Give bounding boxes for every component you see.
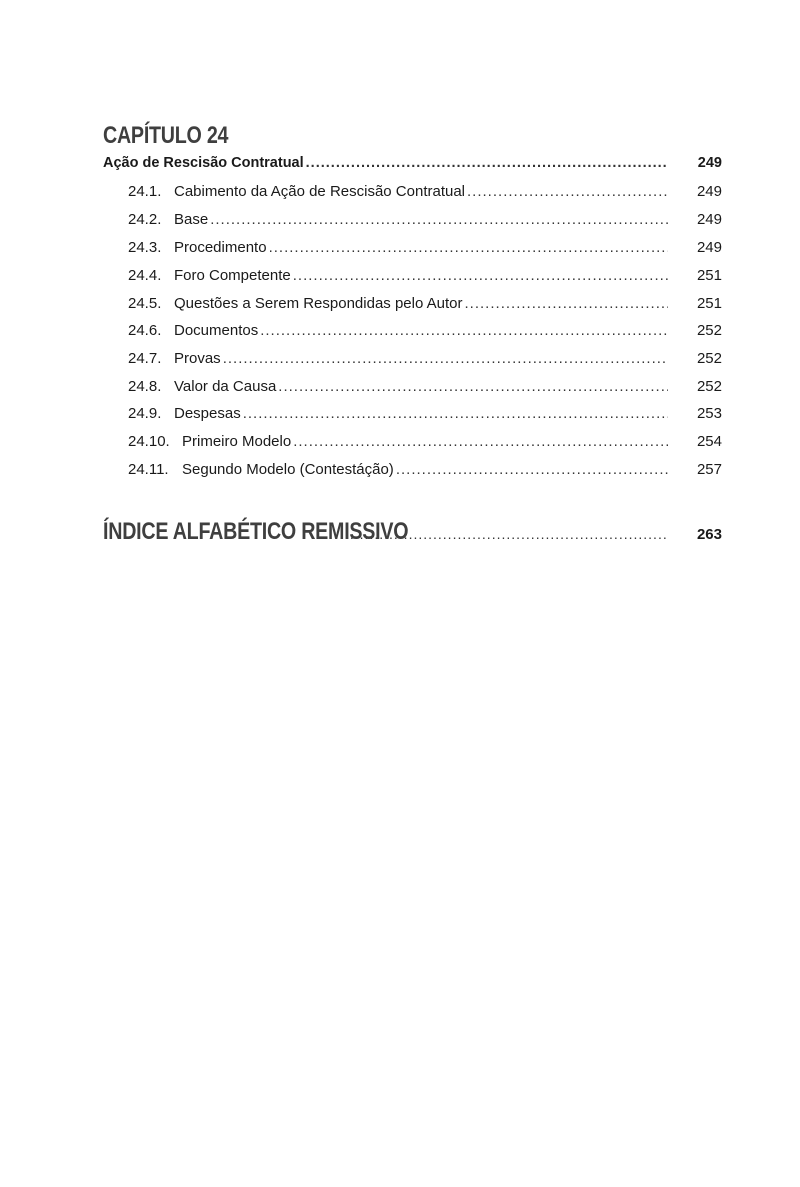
toc-entry[interactable] <box>128 378 722 398</box>
toc-entry-number: 24.4. <box>128 267 162 284</box>
toc-entry-page: 252 <box>696 350 722 367</box>
toc-entry-number: 24.7. <box>128 350 162 367</box>
toc-entry-page: 251 <box>696 295 722 312</box>
toc-entry[interactable] <box>128 350 722 370</box>
toc-entry-title: Questões a Serem Respondidas pelo Autor <box>174 295 463 312</box>
toc-entry[interactable] <box>128 267 722 287</box>
dot-leader <box>396 461 668 478</box>
dot-leader <box>278 378 668 395</box>
toc-entry-number: 24.10. <box>128 433 170 450</box>
toc-entry-page: 249 <box>696 211 722 228</box>
toc-main-entry[interactable] <box>103 155 722 175</box>
toc-entry-page: 251 <box>696 267 722 284</box>
index-title: ÍNDICE ALFABÉTICO REMISSIVO <box>103 518 409 545</box>
toc-entry-page: 252 <box>696 378 722 395</box>
toc-entry-title: Despesas <box>174 405 241 422</box>
dot-leader <box>293 433 668 450</box>
dot-leader <box>269 239 668 256</box>
dot-leader <box>243 405 668 422</box>
toc-entry-number: 24.6. <box>128 322 162 339</box>
toc-entry-page: 257 <box>696 461 722 478</box>
chapter-heading: CAPÍTULO 24 <box>103 122 229 149</box>
toc-entry[interactable] <box>128 211 722 231</box>
toc-entry[interactable] <box>128 322 722 342</box>
toc-entry-title: Primeiro Modelo <box>182 433 292 450</box>
index-entry[interactable] <box>103 518 722 548</box>
toc-entry[interactable] <box>128 405 722 425</box>
toc-entry-number: 24.3. <box>128 239 162 256</box>
dot-leader <box>465 295 668 312</box>
toc-entry-number: 24.5. <box>128 295 162 312</box>
toc-entry-title: Foro Competente <box>174 267 291 284</box>
toc-entry-title: Provas <box>174 350 221 367</box>
dot-leader <box>223 350 668 367</box>
toc-entry-title: Documentos <box>174 322 259 339</box>
toc-entry-title: Ação de Rescisão Contratual <box>103 155 304 171</box>
toc-entry-page: 254 <box>696 433 722 450</box>
toc-entry[interactable] <box>128 239 722 259</box>
toc-entry-title: Valor da Causa <box>174 378 277 395</box>
index-page: 263 <box>696 526 722 543</box>
toc-entry-page: 253 <box>696 405 722 422</box>
toc-entry-number: 24.8. <box>128 378 162 395</box>
toc-entry-title: Segundo Modelo (Contestáção) <box>182 461 394 478</box>
dot-leader <box>210 211 668 228</box>
toc-entry-number: 24.1. <box>128 183 162 200</box>
toc-entry-number: 24.9. <box>128 405 162 422</box>
dot-leader <box>260 322 668 339</box>
dot-leader <box>467 183 668 200</box>
toc-entry-title: Base <box>174 211 209 228</box>
toc-entry-number: 24.2. <box>128 211 162 228</box>
toc-entry-title: Cabimento da Ação de Rescisão Contratual <box>174 183 466 200</box>
toc-entry-title: Procedimento <box>174 239 267 256</box>
toc-entry-page: 249 <box>696 239 722 256</box>
toc-entry[interactable] <box>128 433 722 453</box>
toc-entry-page: 249 <box>697 155 722 171</box>
dot-leader <box>306 155 668 171</box>
toc-entry[interactable] <box>128 295 722 315</box>
toc-entry[interactable] <box>128 183 722 203</box>
toc-entry[interactable] <box>128 461 722 481</box>
toc-entry-page: 252 <box>696 322 722 339</box>
toc-entry-page: 249 <box>696 183 722 200</box>
toc-entry-number: 24.11. <box>128 461 169 478</box>
dot-leader <box>293 267 668 284</box>
